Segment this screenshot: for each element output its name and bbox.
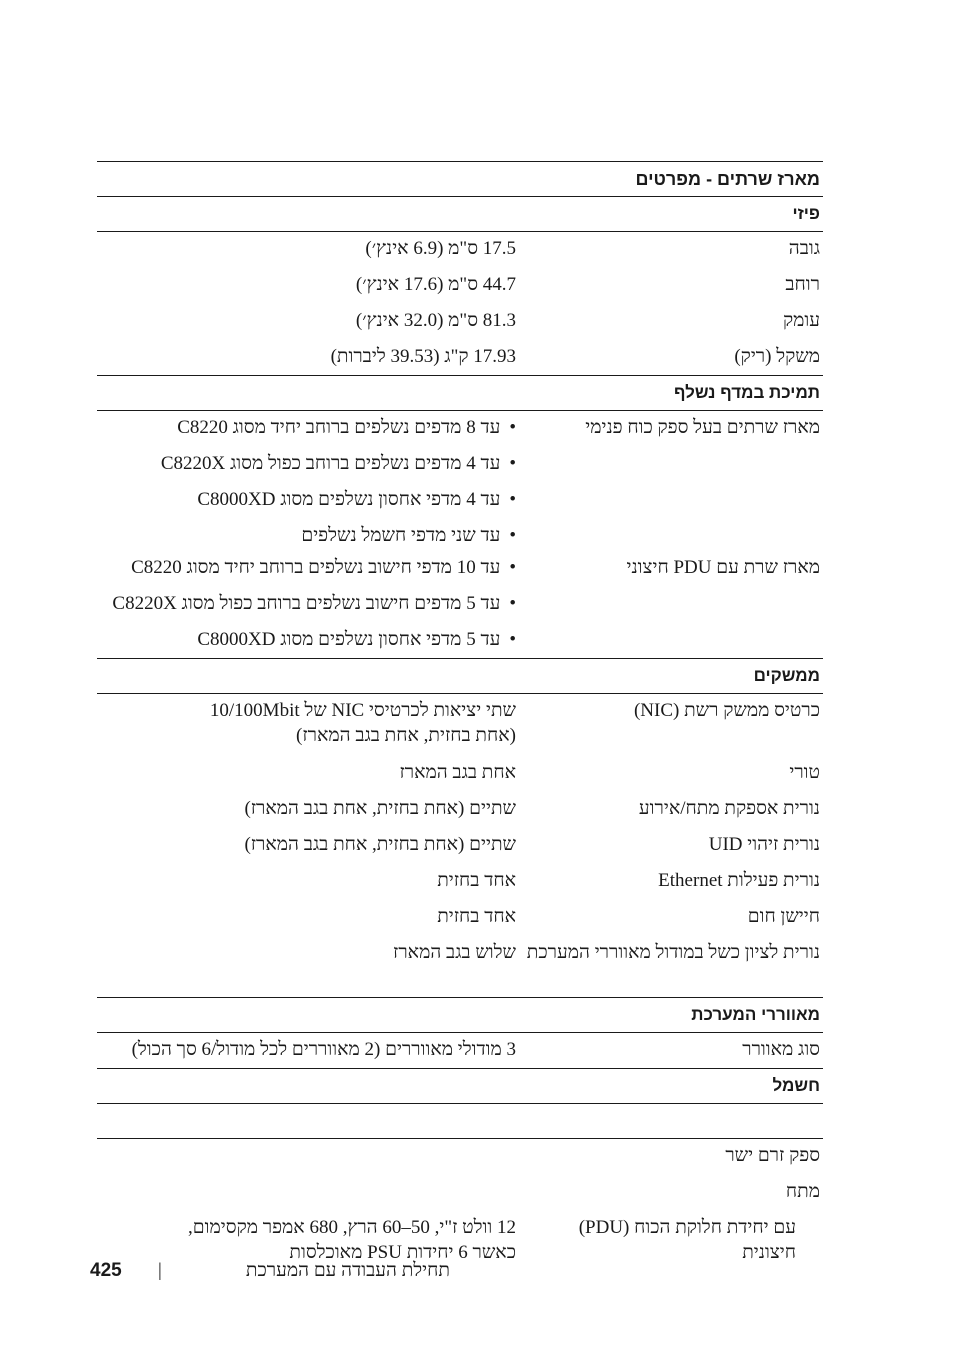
list-item: • עד 4 מדפי אחסון נשלפים מסוג C8000XD (97, 483, 523, 519)
dc-supply-row (97, 1139, 823, 1175)
ethernet-led-value: אחד בחזית (437, 870, 516, 891)
power-led-value: שתיים (אחת בחזית, אחת בגב המארז) (244, 798, 516, 819)
fan-type-value: 3 מודולי מאווררים (2 מאווררים לכל מודול/6 סך הכול) (131, 1039, 516, 1060)
fan-fault-led-value: שלוש בגב המארז (393, 942, 516, 963)
nic-value-line-2: (אחת בחזית, אחת בגב המארז) (296, 725, 516, 746)
pdu-value-line-1: 12 וולט ז"י, 50–60 הרץ, 680 אמפר מקסימום, (188, 1217, 516, 1238)
serial-value: אחת בגב המארז (399, 762, 516, 783)
internal-psu-row-4 (97, 519, 823, 551)
serial-row (97, 756, 823, 792)
section-physical-heading: פיזי (97, 197, 823, 232)
height-row (97, 232, 823, 268)
nic-label: כרטיס ממשק רשת (NIC) (633, 700, 820, 721)
footer-separator: | (158, 1260, 162, 1281)
fan-fault-led-row (97, 936, 823, 998)
power-led-row (97, 792, 823, 828)
height-value: 17.5 ס"מ (6.9 אינץ׳) (365, 238, 516, 259)
thermal-sensor-value: אחד בחזית (437, 906, 516, 927)
list-item: • עד שני מדפי חשמל נשלפים (97, 519, 523, 551)
list-item: • עד 10 מדפי חישוב נשלפים ברוחב יחיד מסוג C8220 (97, 551, 523, 587)
width-label: רוחב (785, 274, 820, 295)
nic-row (97, 694, 823, 756)
footer-title: תחילת העבודה עם המערכת (245, 1260, 450, 1281)
list-item: • עד 8 מדפים נשלפים ברוחב יחיד מסוג C8220 (97, 411, 523, 447)
section-interfaces-heading: ממשקים (97, 659, 823, 694)
fan-type-row (97, 1033, 823, 1069)
external-pdu-row-3 (97, 623, 823, 659)
uid-led-row (97, 828, 823, 864)
fan-type-label: סוג מאוורר (742, 1039, 820, 1060)
depth-label: עומק (782, 310, 820, 331)
weight-label: משקל (ריק) (734, 346, 820, 367)
external-pdu-row-1 (97, 551, 823, 587)
uid-led-value: שתיים (אחת בחזית, אחת בגב המארז) (244, 834, 516, 855)
internal-psu-row-1 (97, 411, 823, 447)
power-led-label: נורית אספקת מתח/אירוע (638, 798, 820, 819)
internal-psu-label: מארז שרתים בעל ספק כוח פנימי (585, 417, 820, 438)
pdu-label: עם יחידת חלוקת הכוח (PDU) חיצונית (578, 1217, 796, 1263)
depth-value: 81.3 ס"מ (32.0 אינץ׳) (355, 310, 516, 331)
thermal-sensor-label: חיישן חום (747, 906, 820, 927)
ethernet-led-label: נורית פעילות Ethernet (658, 870, 820, 891)
section-sled-heading: תמיכת במדף נשלף (97, 376, 823, 411)
section-fans-heading: מאווררי המערכת (97, 998, 823, 1033)
width-row (97, 268, 823, 304)
internal-psu-row-3 (97, 483, 823, 519)
width-value: 44.7 ס"מ (17.6 אינץ׳) (355, 274, 516, 295)
section-power-heading: חשמל (97, 1069, 823, 1104)
list-item: • עד 4 מדפים נשלפים ברוחב כפול מסוג C8220X (97, 447, 523, 483)
uid-led-label: נורית זיהוי UID (708, 834, 820, 855)
page-footer (90, 1260, 450, 1286)
list-item: • עד 5 מדפים חישוב נשלפים ברוחב כפול מסוג C8220X (97, 587, 523, 623)
ethernet-led-row (97, 864, 823, 900)
voltage-row (97, 1175, 823, 1211)
serial-label: טורי (789, 762, 820, 783)
voltage-label: מתח (785, 1181, 820, 1202)
dc-supply-label: ספק זרם ישר (725, 1145, 820, 1166)
page-number: 425 (90, 1260, 122, 1281)
nic-value-line-1: שתי יציאות לכרטיסי NIC של 10/100Mbit (209, 700, 516, 721)
internal-psu-row-2 (97, 447, 823, 483)
height-label: גובה (788, 238, 820, 259)
weight-value: 17.93 ק"ג (39.53 ליברות) (330, 346, 516, 367)
depth-row (97, 304, 823, 340)
thermal-sensor-row (97, 900, 823, 936)
external-pdu-row-2 (97, 587, 823, 623)
power-heading-blank (97, 1104, 823, 1139)
external-pdu-label: מארז שרת עם PDU חיצוני (626, 557, 820, 578)
pdu-value-line-2: כאשר 6 יחידות PSU מאוכלסות (289, 1242, 516, 1263)
fan-fault-led-label: נורית לציון כשל במודול מאווררי המערכת (526, 942, 820, 963)
nic-value (97, 694, 523, 756)
weight-row (97, 340, 823, 376)
page-title: מארז שרתים - מפרטים (97, 162, 823, 197)
spec-document (97, 161, 823, 1273)
list-item: • עד 5 מדפי אחסון נשלפים מסוג C8000XD (97, 623, 523, 658)
